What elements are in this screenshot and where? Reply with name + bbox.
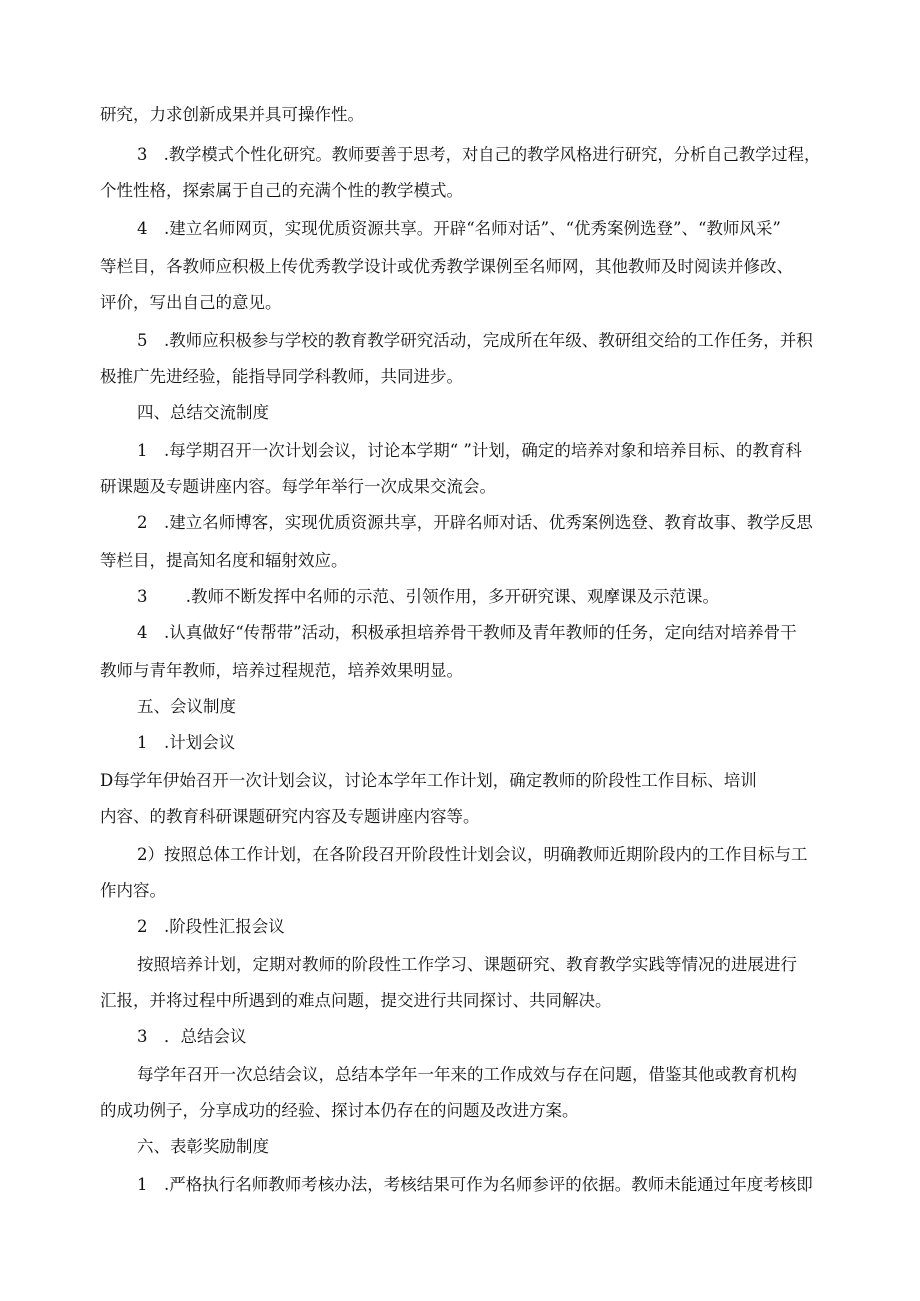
text-line: 的成功例子，分享成功的经验、探讨本仍存在的问题及改进方案。 (100, 1101, 579, 1120)
text-line: D每学年伊始召开一次计划会议，讨论本学年工作计划，确定教师的阶段性工作目标、培训 (100, 771, 757, 790)
list-item-1: 1 .严格执行名师教师考核办法，考核结果可作为名师参评的依据。教师未能通过年度考核即 (137, 1175, 813, 1194)
text-line: 内容、的教育科研课题研究内容及专题讲座内容等。 (100, 807, 480, 826)
list-item-3: 3 .教师不断发挥中名师的示范、引领作用，多开研究课、观摩课及示范课。 (137, 587, 719, 606)
text-line: 研究，力求创新成果并具可操作性。 (100, 105, 364, 124)
text-line: 每学年召开一次总结会议，总结本学年一年来的工作成效与存在问题，借鉴其他或教育机构 (137, 1065, 797, 1084)
list-item-5: 5 .教师应积极参与学校的教育教学研究活动，完成所在年级、教研组交给的工作任务，并积 (137, 331, 813, 350)
text-line: 作内容。 (100, 881, 166, 900)
list-item-2: 2）按照总体工作计划，在各阶段召开阶段性计划会议，明确教师近期阶段内的工作目标与工 (137, 845, 808, 864)
section-heading-5: 五、会议制度 (137, 697, 236, 716)
text-line: 个性性格，探索属于自己的充满个性的教学模式。 (100, 181, 463, 200)
text-line: 研课题及专题讲座内容。每学年举行一次成果交流会。 (100, 477, 496, 496)
list-item-2: 2 .建立名师博客，实现优质资源共享，开辟名师对话、优秀案例选登、教育故事、教学反思 (137, 513, 813, 532)
text-line: 评价，写出自己的意见。 (100, 293, 282, 312)
section-heading-6: 六、表彰奖励制度 (137, 1137, 269, 1156)
list-item-3: 3 .教学模式个性化研究。教师要善于思考，对自己的教学风格进行研究，分析自己教学过程， (137, 145, 821, 164)
text-line: 按照培养计划，定期对教师的阶段性工作学习、课题研究、教育教学实践等情况的进展进行 (137, 955, 797, 974)
subheading-1: 1 .计划会议 (137, 733, 236, 752)
subheading-2: 2 .阶段性汇报会议 (137, 917, 285, 936)
section-heading-4: 四、总结交流制度 (137, 403, 269, 422)
list-item-4: 4 .认真做好“传帮带”活动，积极承担培养骨干教师及青年教师的任务，定向结对培养骨干 (137, 623, 797, 642)
text-line: 教师与青年教师，培养过程规范，培养效果明显。 (100, 661, 463, 680)
text-line: 等栏目，各教师应积极上传优秀教学设计或优秀教学课例至名师网，其他教师及时阅读并修改、 (100, 257, 793, 276)
list-item-1: 1 .每学期召开一次计划会议，讨论本学期“ ”计划，确定的培养对象和培养目标、的教育科 (137, 441, 802, 460)
subheading-3: 3 ．总结会议 (137, 1027, 247, 1046)
text-line: 等栏目，提高知名度和辐射效应。 (100, 551, 348, 570)
list-item-4: 4 .建立名师网页，实现优质资源共享。开辟“名师对话”、“优秀案例选登”、“教师风采” (137, 219, 781, 238)
text-line: 汇报，并将过程中所遇到的难点问题，提交进行共同探讨、共同解决。 (100, 991, 612, 1010)
text-line: 极推广先进经验，能指导同学科教师，共同进步。 (100, 367, 463, 386)
